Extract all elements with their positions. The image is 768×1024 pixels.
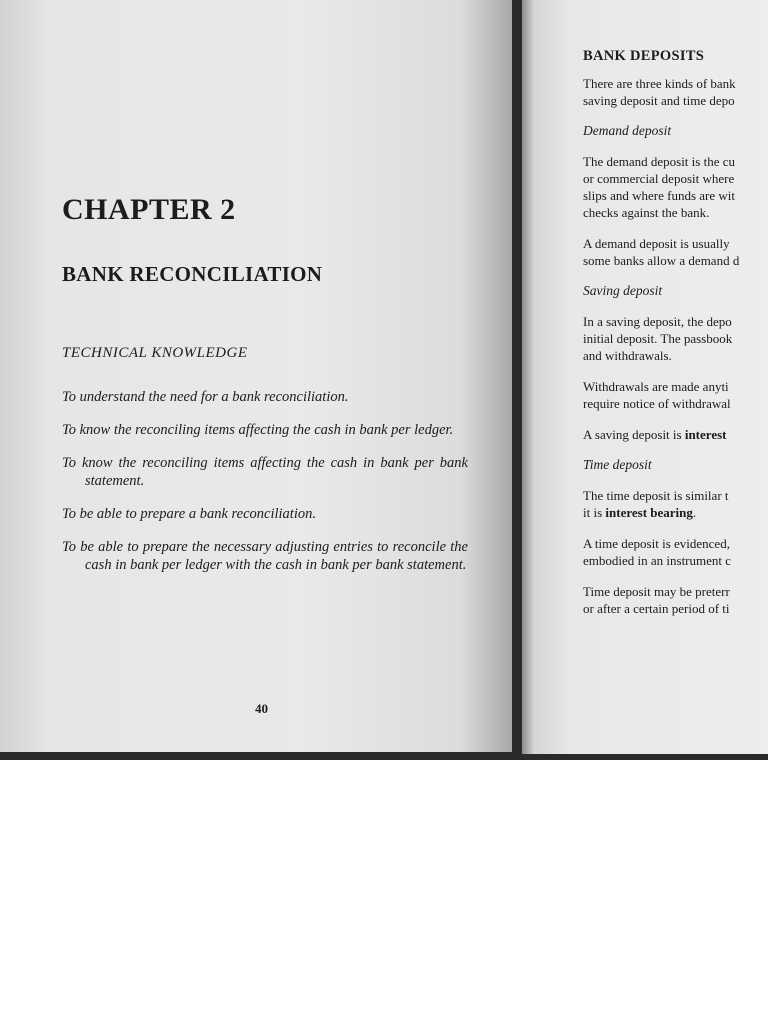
- saving-paragraph-2: [583, 378, 768, 412]
- left-page: [0, 0, 512, 752]
- text-line: require notice of withdrawal: [583, 396, 731, 411]
- chapter-title: BANK RECONCILIATION: [62, 262, 323, 286]
- text-fragment: it is: [583, 505, 606, 520]
- saving-paragraph-1: [583, 313, 768, 364]
- text-line: The demand deposit is the cu: [583, 154, 735, 169]
- demand-paragraph-1: [583, 153, 768, 221]
- objective-item: To know the reconciling items affecting the cash in bank per ledger.: [62, 422, 454, 438]
- saving-paragraph-3: [583, 426, 768, 443]
- objectives-list: [62, 388, 468, 589]
- time-paragraph-1: [583, 487, 768, 521]
- text-fragment: A saving deposit is: [583, 427, 685, 442]
- text-line: Withdrawals are made anyti: [583, 379, 729, 394]
- text-line: or after a certain period of ti: [583, 601, 730, 616]
- time-paragraph-3: [583, 583, 768, 617]
- objective-item: To be able to prepare the necessary adjusting entries to reconcile the cash in bank per ledger with the cash in bank per bank statement.: [62, 539, 468, 573]
- objective-item: To understand the need for a bank reconciliation.: [62, 389, 349, 405]
- demand-paragraph-2: [583, 235, 768, 269]
- text-line: embodied in an instrument c: [583, 553, 732, 568]
- text-line: saving deposit and time depo: [583, 93, 735, 108]
- right-page-content: [583, 48, 768, 631]
- section-label: TECHNICAL KNOWLEDGE: [62, 345, 248, 361]
- time-paragraph-2: [583, 535, 768, 569]
- text-line: There are three kinds of bank: [583, 76, 736, 91]
- emphasis-text: interest: [684, 427, 727, 442]
- text-fragment: .: [692, 505, 697, 520]
- chapter-number: CHAPTER 2: [62, 193, 236, 226]
- text-line: checks against the bank.: [583, 205, 710, 220]
- demand-deposit-title: Demand deposit: [583, 123, 672, 138]
- text-line: A time deposit is evidenced,: [583, 536, 730, 551]
- bank-deposits-heading: BANK DEPOSITS: [583, 48, 705, 64]
- text-line: [583, 504, 768, 521]
- text-line: In a saving deposit, the depo: [583, 314, 732, 329]
- text-line: Time deposit may be preterr: [583, 584, 730, 599]
- text-line: slips and where funds are wit: [583, 188, 735, 203]
- text-line: initial deposit. The passbook: [583, 331, 733, 346]
- page-number: 40: [255, 701, 268, 716]
- intro-paragraph: [583, 75, 768, 109]
- text-line: The time deposit is similar t: [583, 488, 729, 503]
- emphasis-text: interest bearing: [605, 505, 693, 520]
- text-line: some banks allow a demand d: [583, 253, 740, 268]
- text-line: and withdrawals.: [583, 348, 672, 363]
- saving-deposit-title: Saving deposit: [583, 283, 663, 298]
- text-line: A demand deposit is usually: [583, 236, 730, 251]
- objective-item: To know the reconciling items affecting the cash in bank per bank statement.: [62, 455, 468, 489]
- objective-item: To be able to prepare a bank reconciliation.: [62, 506, 316, 522]
- time-deposit-title: Time deposit: [583, 457, 652, 472]
- text-line: or commercial deposit where: [583, 171, 735, 186]
